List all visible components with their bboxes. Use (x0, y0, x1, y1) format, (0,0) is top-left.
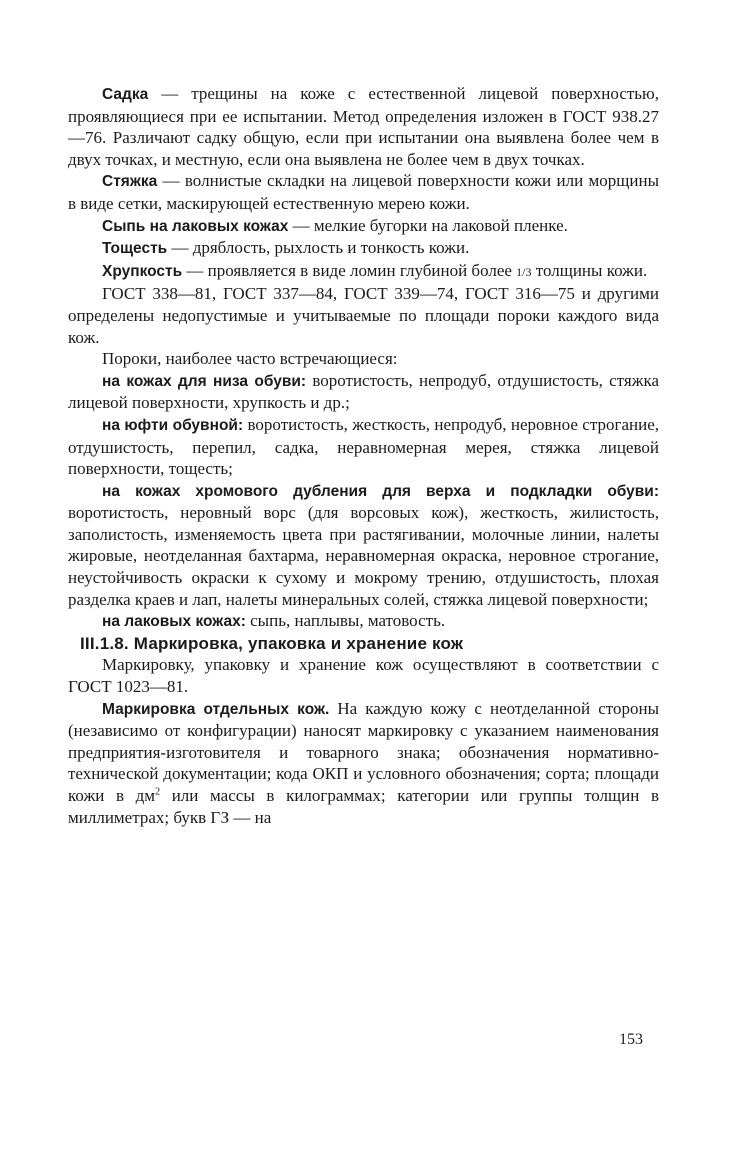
definition: — трещины на коже с естественной лицевой поверхностью, проявляющиеся при ее испытании. Метод определения изложен в ГОСТ 938.27—76. Различают садку общую, если при испытании она выявлена более чем в двух точках, и местную, если она выявлена не более чем в двух точках. (68, 84, 659, 169)
definition: — волнистые складки на лицевой поверхности кожи или морщины в виде сетки, маскирующей естественную мерею кожи. (68, 171, 659, 213)
defect-group (68, 610, 659, 633)
superscript: 2 (155, 786, 161, 798)
entry-toshchest (68, 237, 659, 260)
marking-text-a: На каждую кожу с неотделанной стороны (независимо от конфигурации) наносят маркировку с указанием наименования предприятия-изготовителя и товарного знака; обозначения нормативно-технической документации; кода ОКП и условного обозначения; сорта; площади кожи в дм (68, 698, 659, 805)
definition: — дряблость, рыхлость и тонкость кожи. (167, 238, 470, 258)
defect-group-label: на кожах для низа обуви: (102, 372, 307, 390)
entry-styazhka (68, 170, 659, 214)
defect-group-label: на кожах хромового дубления для верха и подкладки обуви: (102, 482, 659, 500)
section-intro: Маркировку, упаковку и хранение кож осуществляют в соответствии с ГОСТ 1023—81. (68, 655, 659, 697)
section-heading: III.1.8. Маркировка, упаковка и хранение кож (80, 633, 464, 653)
defect-group-text: воротистость, непродуб, отдушистость, стяжка лицевой поверхности, хрупкость и др.; (68, 370, 659, 413)
definition: — проявляется в виде ломин глубиной более (182, 260, 517, 280)
page-number: 153 (619, 1031, 643, 1048)
term: Тощесть (102, 240, 168, 258)
marking-paragraph (68, 698, 659, 829)
defects-intro: Пороки, наиболее часто встречающиеся: (102, 349, 398, 369)
defect-group-label: на лаковых кожах: (102, 613, 246, 631)
gost-paragraph: ГОСТ 338—81, ГОСТ 337—84, ГОСТ 339—74, ГОСТ 316—75 и другими определены недопустимые и учитываемые по площади пороки каждого вида кож. (68, 284, 659, 347)
defect-group (68, 414, 659, 480)
term: Хрупкость (102, 262, 183, 280)
fraction: 1/3 (516, 264, 532, 279)
definition-end: толщины кожи. (531, 260, 648, 280)
defect-group-label: на юфти обувной: (102, 416, 244, 434)
defect-group (68, 480, 659, 611)
definition: — мелкие бугорки на лаковой пленке. (288, 215, 568, 235)
defect-group-text: воротистость, жесткость, непродуб, неровное строгание, отдушистость, перепил, садка, неравномерная мерея, стяжка лицевой поверхности, тощесть; (68, 414, 659, 479)
defect-group-text: сыпь, наплывы, матовость. (245, 611, 446, 631)
entry-khrupkost (68, 260, 659, 284)
term: Сыпь на лаковых кожах (102, 217, 289, 235)
entry-syp (68, 215, 659, 238)
page-text (68, 83, 659, 828)
marking-text-b: или массы в килограммах; категории или группы толщин в миллиметрах; букв ГЗ — на (68, 786, 659, 827)
term: Стяжка (102, 173, 158, 191)
marking-term: Маркировка отдельных кож. (102, 700, 330, 718)
entry-sadka (68, 83, 659, 170)
defect-group-text: воротистость, неровный ворс (для ворсовых кож), жесткость, жилистость, заполистость, изменяемость цвета при растягивании, молочные линии, налеты жировые, неотделанная бахтарма, неравномерная окраска, неровное строгание, неустойчивость окраски к сухому и мокрому трению, отдушистость, плохая разделка краев и лап, налеты минеральных солей, стяжка лицевой поверхности; (68, 503, 659, 609)
defect-group (68, 370, 659, 414)
term: Садка (102, 86, 149, 103)
